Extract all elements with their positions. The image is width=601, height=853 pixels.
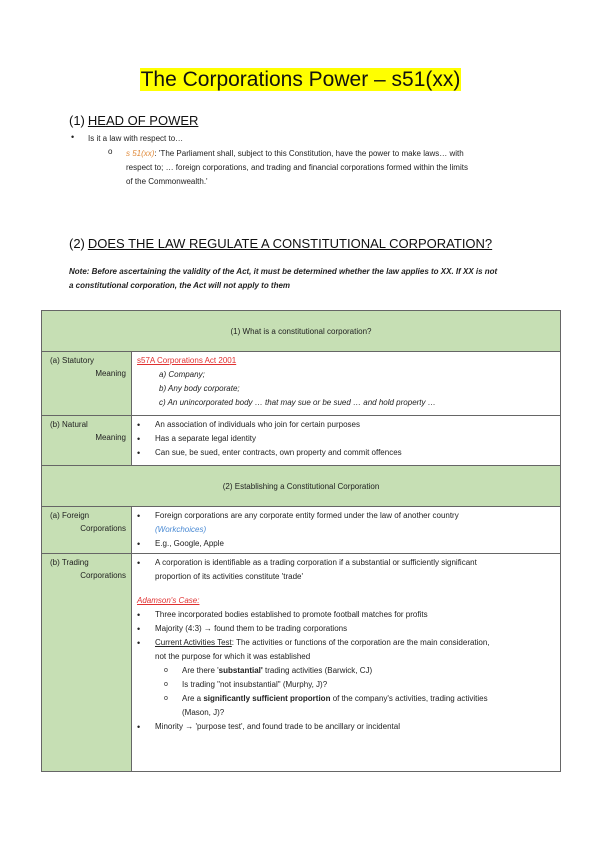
section-1-heading: (1) HEAD OF POWER — [69, 113, 199, 128]
sub-item: o Are a significantly sufficient proportion of the company's activities, trading activities (Mason, J)? — [137, 692, 556, 720]
section-2-note: Note: Before ascertaining the validity of the Act, it must be determined whether the law applies to XX. If XX is not a constitutional corporation, the Act will not apply to them — [69, 267, 498, 290]
page-title: The Corporations Power – s51(xx) — [140, 68, 461, 91]
bullet-icon: • — [71, 132, 75, 142]
statutory-label: (a) Statutory Meaning — [42, 352, 132, 416]
foreign-label: (a) Foreign Corporations — [42, 507, 132, 554]
section-2-heading: (2) DOES THE LAW REGULATE A CONSTITUTIONAL CORPORATION? — [69, 236, 493, 251]
list-item: • E.g., Google, Apple — [137, 537, 556, 551]
list-item: • Current Activities Test: The activities or functions of the corporation are the main consideration, not the purpose for which it was established — [137, 636, 556, 664]
natural-content — [132, 416, 561, 466]
list-item: • An association of individuals who join for certain purposes — [137, 418, 556, 432]
foreign-content — [132, 507, 561, 554]
act-link[interactable]: s57A Corporations Act 2001 — [137, 356, 237, 365]
table-header-1: (1) What is a constitutional corporation? — [42, 311, 561, 352]
list-item: • Can sue, be sued, enter contracts, own property and commit offences — [137, 446, 556, 460]
circle-bullet-icon: o — [108, 147, 113, 156]
list-item: • Has a separate legal identity — [137, 432, 556, 446]
list-item: • A corporation is identifiable as a trading corporation if a substantial or sufficiently significant proportion of its activities constitute 'trade' — [137, 556, 556, 584]
table-header-2: (2) Establishing a Constitutional Corporation — [42, 466, 561, 507]
natural-label: (b) Natural Meaning — [42, 416, 132, 466]
section-1-bullet: Is it a law with respect to… — [88, 134, 184, 143]
statutory-content: s57A Corporations Act 2001 a) Company; b) Any body corporate; c) An unincorporated body … that may sue or be sued … and hold property … — [132, 352, 561, 416]
case-reference: (Workchoices) — [155, 525, 207, 534]
list-item: • Foreign corporations are any corporate entity formed under the law of another country — [137, 509, 556, 523]
list-item: • Majority (4:3) → found them to be trading corporations — [137, 622, 556, 636]
corporation-table — [41, 310, 561, 772]
sub-item: o Are there 'substantial' trading activities (Barwick, CJ) — [137, 664, 556, 678]
section-1-quote: s 51(xx): 'The Parliament shall, subject to this Constitution, have the power to make laws… with respect to; … foreign corporations, and trading and financial corporations formed within the limits of the Commonwealth.' — [126, 149, 468, 186]
list-item: • Minority → 'purpose test', and found trade to be ancillary or incidental — [137, 720, 556, 734]
list-item: • Three incorporated bodies established to promote football matches for profits — [137, 608, 556, 622]
sub-item: o Is trading "not insubstantial" (Murphy, J)? — [137, 678, 556, 692]
trading-label: (b) Trading Corporations — [42, 554, 132, 772]
case-heading: Adamson's Case: — [137, 596, 200, 605]
trading-content — [132, 554, 561, 772]
